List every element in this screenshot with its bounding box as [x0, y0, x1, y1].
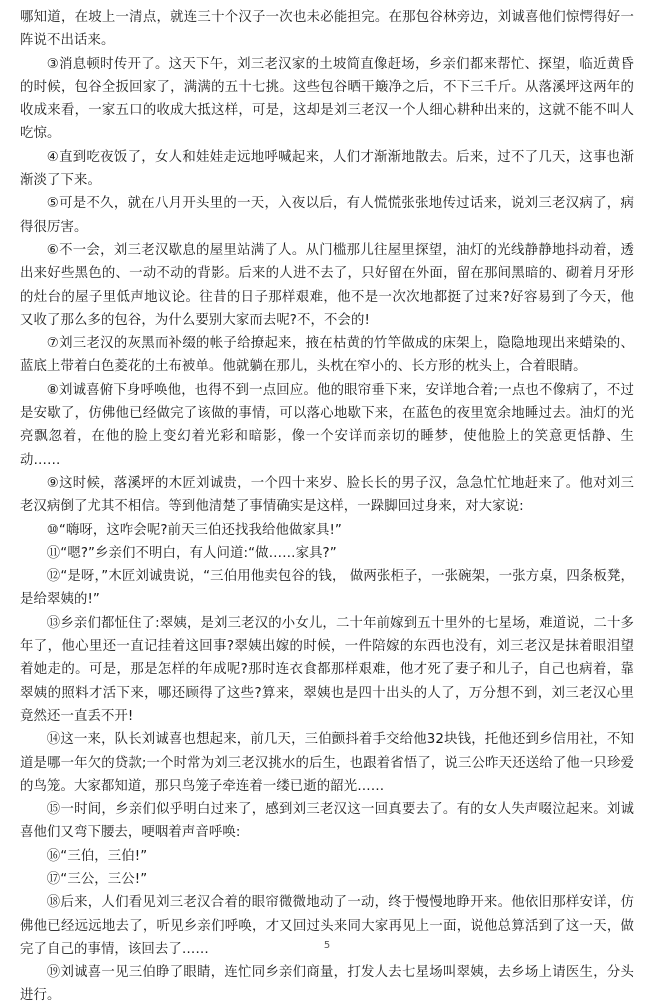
paragraph-10: ⑩“嗨呀，这咋会呢?前天三伯还找我给他做家具!” [46, 522, 342, 538]
paragraph-13: ⑬乡亲们都怔住了:翠姨，是刘三老汉的小女儿，二十年前嫁到五十里外的七星场，难道说，二十多年了，他心里还一直记挂着这回事?翠姨出嫁的时候，一件陪嫁的东西也没有，刘三老汉是抹着眼泪望着她走的。可是，那是怎样的年成呢?那时连衣食都那样艰难，他才死了妻子和儿子，自己也病着，靠翠姨的照料才活下来，哪还顾得了这些?算来，翠姨也是四十出头的人了，万分想不到，刘三老汉心里竟然还一直丢不开! [20, 615, 634, 724]
page-number: 5 [323, 940, 331, 951]
paragraph-19: ⑲刘诚喜一见三伯睁了眼睛，连忙同乡亲们商量，打发人去七星场叫翠姨，去乡场上请医生，分头进行。 [20, 965, 634, 1004]
paragraph-15: ⑮一时间，乡亲们似乎明白过来了，感到刘三老汉这一回真要去了。有的女人失声啜泣起来。刘诚喜他们又弯下腰去，哽咽着声音呼唤: [20, 802, 634, 841]
paragraph-16: ⑯“三伯，三伯!” [46, 848, 148, 864]
paragraph-5: ⑤可是不久，就在八月开头里的一天，入夜以后，有人慌慌张张地传过话来，说刘三老汉病了，病得很厉害。 [20, 196, 634, 235]
paragraph-11: ⑪“嗯?”乡亲们不明白，有人问道:“做……家具?” [46, 545, 337, 561]
paragraph-18: ⑱后来，人们看见刘三老汉合着的眼帘微微地动了一动，终于慢慢地睁开来。他依旧那样安详，仿佛他已经远远地去了，听见乡亲们呼唤，才又回过头来同大家再见上一面，说他总算活到了这一天，做完了自己的事情，该回去了…… [20, 895, 634, 957]
document-page [20, 6, 634, 1008]
paragraph-1: 哪知道，在坡上一清点，就连三十个汉子一次也未必能担完。在那包谷林旁边，刘诚喜他们惊愕得好一阵说不出话来。 [20, 10, 634, 49]
paragraph-3: ③消息顿时传开了。这天下午，刘三老汉家的土坡简直像赶场，乡亲们都来帮忙、探望，临近黄昏的时候，包谷全扳回家了，满满的五十七挑。这些包谷晒干簸净之后，不下三千斤。从落溪坪这两年的收成来看，一家五口的收成大抵这样，可是，这却是刘三老汉一个人细心耕种出来的，这就不能不叫人吃惊。 [20, 56, 634, 142]
paragraph-6: ⑥不一会，刘三老汉歇息的屋里站满了人。从门槛那儿往屋里探望，油灯的光线静静地抖动着，透出来好些黑色的、一动不动的背影。后来的人进不去了，只好留在外面，留在那间黑暗的、砌着月牙形的灶台的屋子里低声地议论。往昔的日子那样艰难，他不是一次次地都挺了过来?好容易到了今天，他又收了那么多的包谷，为什么要别大家而去呢?不，不会的! [20, 242, 634, 328]
paragraph-9: ⑨这时候，落溪坪的木匠刘诚贵，一个四十来岁、脸长长的男子汉，急急忙忙地赶来了。他对刘三老汉病倒了尤其不相信。等到他清楚了事情确实是这样，一跺脚回过身来，对大家说: [20, 475, 634, 515]
paragraph-17: ⑰“三公，三公!” [46, 871, 148, 887]
paragraph-7: ⑦刘三老汉的灰黑而补缀的帐子给撩起来，掖在枯黄的竹竿做成的床架上，隐隐地现出来蜡染的、蓝底上带着白色菱花的土布被单。他就躺在那儿，头枕在窄小的、长方形的枕头上，合着眼睛。 [20, 336, 634, 375]
paragraph-14: ⑭这一来，队长刘诚喜也想起来，前几天，三伯颤抖着手交给他32块钱，托他还到乡信用社，不知道是哪一年欠的贷款;一个时常为刘三老汉挑水的后生，也跟着省悟了，说三公昨天还送给了他一只珍爱的鸟笼。大家都知道，那只鸟笼子牵连着一缕已逝的韶光…… [20, 732, 634, 794]
paragraph-4: ④直到吃夜饭了，女人和娃娃走远地呼喊起来，人们才渐渐地散去。后来，过不了几天，这事也渐渐淡了下来。 [20, 149, 634, 189]
paragraph-8: ⑧刘诚喜俯下身呼唤他，也得不到一点回应。他的眼帘垂下来，安详地合着;一点也不像病了，不过是安歇了，仿佛他已经做完了该做的事情，可以落心地歇下来，在蓝色的夜里宽余地睡过去。油灯的光亮飘忽着，在他的脸上变幻着光彩和暗影，像一个安详而亲切的睡梦，使他脸上的笑意更恬静、生动…… [20, 382, 634, 468]
paragraph-12: ⑫“是呀，”木匠刘诚贵说，“三伯用他卖包谷的钱， 做两张柜子，一张碗架，一张方桌，四条板凳，是给翠姨的!” [20, 569, 634, 608]
